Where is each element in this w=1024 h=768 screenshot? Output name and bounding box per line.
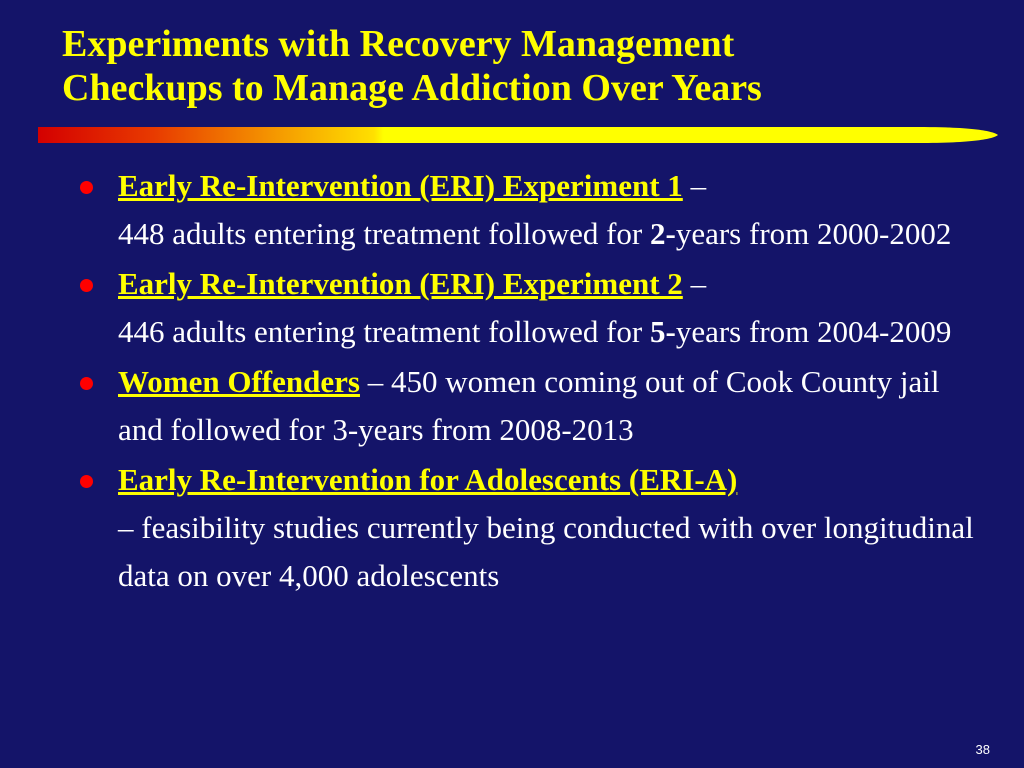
bullet-emphasis: 2- — [650, 216, 676, 251]
title-underline-bar — [38, 126, 998, 144]
bullet-dot-icon — [80, 377, 93, 390]
bullet-text-end: years from 2004-2009 — [675, 314, 952, 349]
bullet-item — [80, 162, 980, 258]
bullet-text: – feasibility studies currently being conducted with over longitudinal data on over 4,000 adolescents — [118, 510, 974, 593]
bullet-list — [80, 162, 980, 602]
page-number: 38 — [975, 742, 990, 757]
slide-title-line-1: Experiments with Recovery Management — [62, 23, 735, 65]
bullet-item — [80, 358, 980, 454]
bullet-dot-icon — [80, 181, 93, 194]
slide-title-line-2: Checkups to Manage Addiction Over Years — [62, 67, 762, 109]
bullet-text: 446 adults entering treatment followed for — [118, 314, 651, 349]
bullet-text-end: years from 2000-2002 — [675, 216, 952, 251]
slide-title — [62, 22, 982, 110]
bullet-item — [80, 260, 980, 356]
bullet-heading: Women Offenders — [118, 364, 360, 399]
bullet-text: 448 adults entering treatment followed for — [118, 216, 651, 251]
bullet-emphasis: 5- — [650, 314, 676, 349]
bullet-dot-icon — [80, 279, 93, 292]
bullet-separator: – — [682, 168, 707, 203]
bullet-separator: – — [359, 364, 391, 399]
bullet-heading: Early Re-Intervention for Adolescents (ERI-A) — [118, 462, 738, 497]
bullet-separator: – — [682, 266, 707, 301]
bullet-heading: Early Re-Intervention (ERI) Experiment 1 — [118, 168, 683, 203]
bullet-item — [80, 456, 980, 600]
bullet-text: 450 women coming out of Cook County jail and followed for 3-years from 2008-2013 — [118, 364, 940, 447]
bullet-heading: Early Re-Intervention (ERI) Experiment 2 — [118, 266, 683, 301]
bullet-dot-icon — [80, 475, 93, 488]
